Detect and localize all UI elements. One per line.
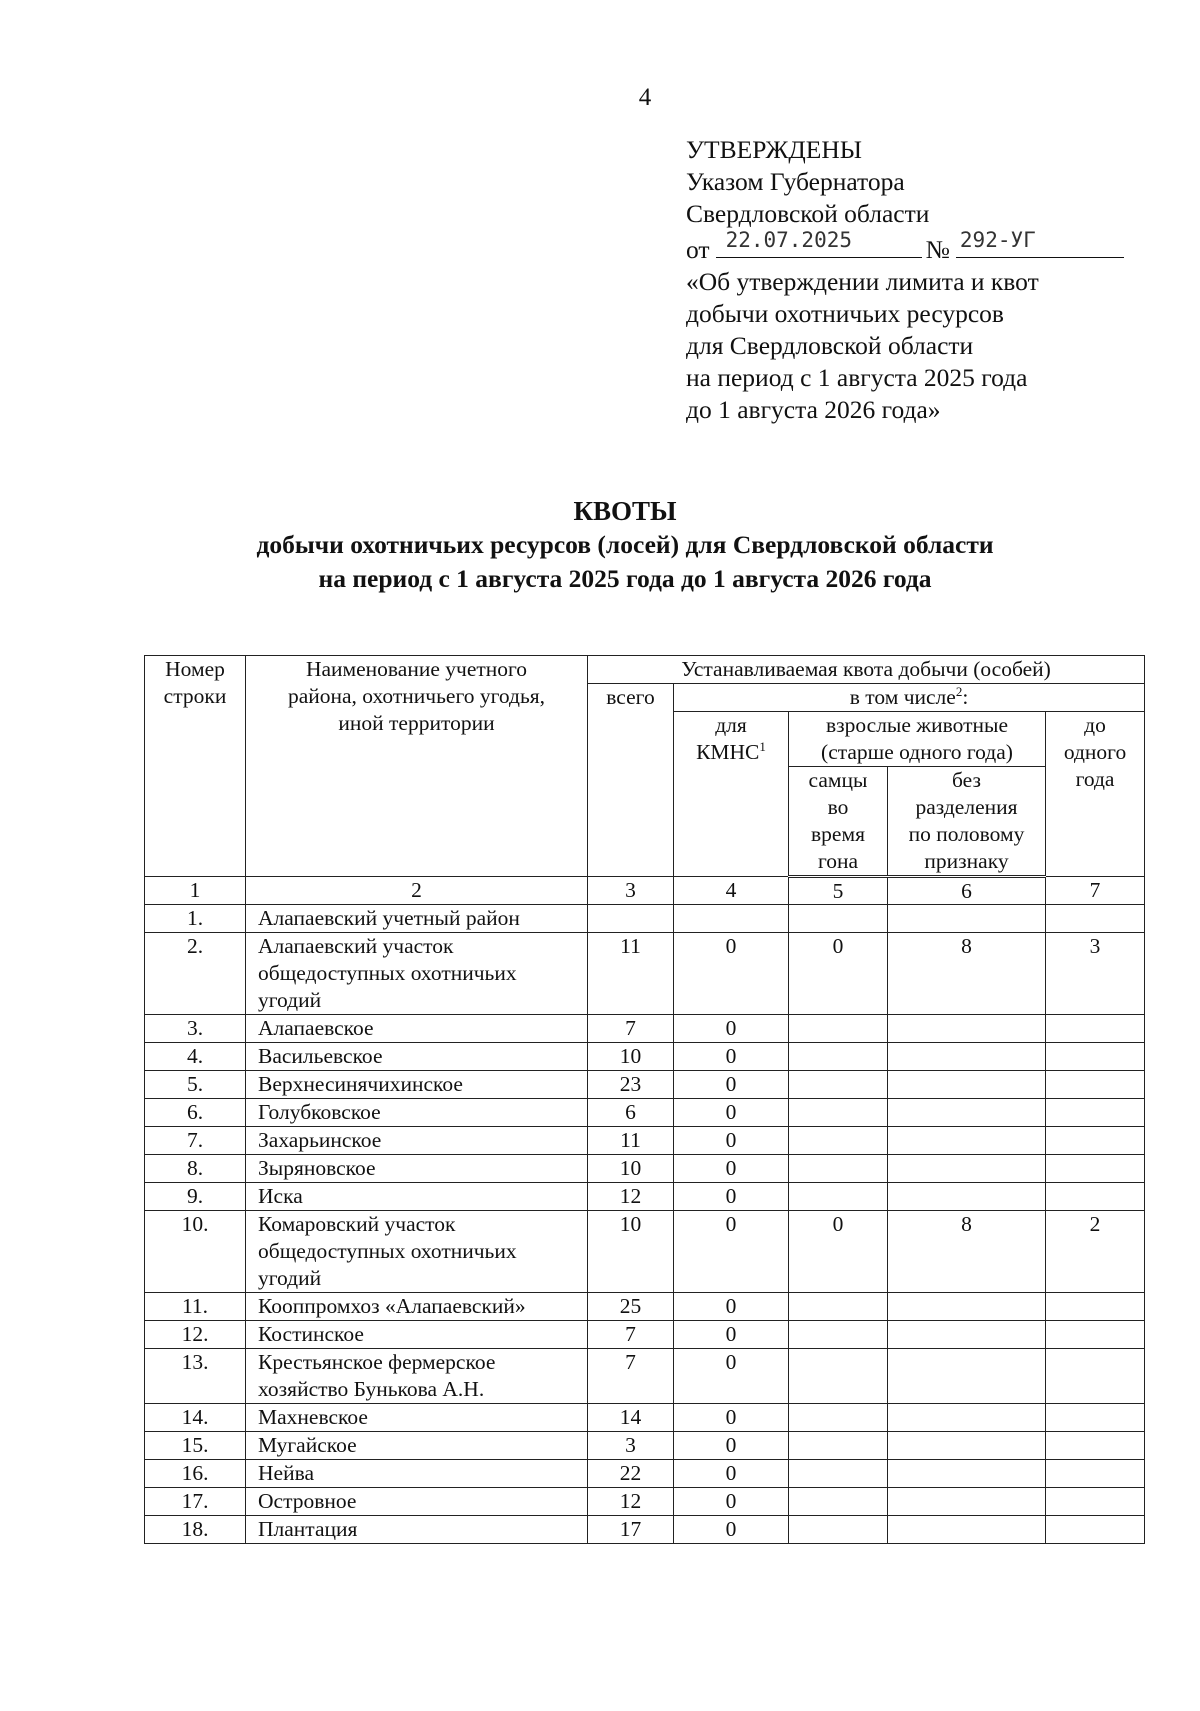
header-name: Наименование учетного района, охотничьего угодья, иной территории <box>246 656 588 877</box>
header-total: всего <box>588 684 674 877</box>
decree-title-line: добычи охотничьих ресурсов <box>686 299 1004 328</box>
approval-line: Свердловской области <box>686 199 930 228</box>
row-kmns: 0 <box>674 1127 789 1155</box>
table-row <box>145 1043 1145 1071</box>
row-under-one-year: 2 <box>1046 1211 1145 1293</box>
row-name: Мугайское <box>246 1432 588 1460</box>
quota-table <box>144 655 1145 1544</box>
row-no-sex-division <box>888 1321 1046 1349</box>
row-under-one-year <box>1046 1183 1145 1211</box>
row-total: 17 <box>588 1516 674 1544</box>
decree-number: 292-УГ <box>959 228 1036 252</box>
row-name: Алапаевское <box>246 1015 588 1043</box>
column-number: 6 <box>888 877 1046 905</box>
quota-body <box>145 905 1145 1544</box>
row-males-rut <box>789 1155 888 1183</box>
row-number: 2. <box>145 933 246 1015</box>
row-no-sex-division <box>888 1488 1046 1516</box>
row-total <box>588 905 674 933</box>
document-subtitle: добычи охотничьих ресурсов (лосей) для Свердловской области <box>256 530 994 559</box>
row-name: Нейва <box>246 1460 588 1488</box>
row-number: 4. <box>145 1043 246 1071</box>
row-no-sex-division <box>888 905 1046 933</box>
column-number: 1 <box>145 877 246 905</box>
document-heading <box>0 494 1200 596</box>
row-name: Коoппромхоз «Алапаевский» <box>246 1293 588 1321</box>
row-total: 22 <box>588 1460 674 1488</box>
row-name: Плантация <box>246 1516 588 1544</box>
row-total: 14 <box>588 1404 674 1432</box>
table-row <box>145 1211 1145 1293</box>
row-number: 18. <box>145 1516 246 1544</box>
table-row <box>145 1404 1145 1432</box>
row-total: 23 <box>588 1071 674 1099</box>
column-number: 2 <box>246 877 588 905</box>
decree-title-line: на период с 1 августа 2025 года <box>686 363 1028 392</box>
row-under-one-year <box>1046 1349 1145 1404</box>
table-row <box>145 905 1145 933</box>
row-males-rut <box>789 1071 888 1099</box>
row-total: 10 <box>588 1155 674 1183</box>
row-kmns <box>674 905 789 933</box>
approval-line: УТВЕРЖДЕНЫ <box>686 135 862 164</box>
row-males-rut <box>789 1127 888 1155</box>
row-under-one-year <box>1046 1404 1145 1432</box>
decree-title-line: до 1 августа 2026 года» <box>686 395 941 424</box>
row-kmns: 0 <box>674 1043 789 1071</box>
page-number: 4 <box>638 84 652 111</box>
row-number: 5. <box>145 1071 246 1099</box>
decree-title-line: «Об утверждении лимита и квот <box>686 267 1039 296</box>
row-number: 6. <box>145 1099 246 1127</box>
row-kmns: 0 <box>674 1099 789 1127</box>
row-no-sex-division: 8 <box>888 1211 1046 1293</box>
row-under-one-year <box>1046 1043 1145 1071</box>
row-number: 9. <box>145 1183 246 1211</box>
row-total: 7 <box>588 1015 674 1043</box>
row-kmns: 0 <box>674 1349 789 1404</box>
row-kmns: 0 <box>674 1071 789 1099</box>
row-kmns: 0 <box>674 1183 789 1211</box>
row-males-rut <box>789 1432 888 1460</box>
table-row <box>145 1015 1145 1043</box>
from-label: от <box>686 235 710 264</box>
table-row <box>145 1488 1145 1516</box>
table-row <box>145 933 1145 1015</box>
date-field <box>716 230 922 258</box>
row-under-one-year <box>1046 1127 1145 1155</box>
column-number: 7 <box>1046 877 1145 905</box>
column-number: 3 <box>588 877 674 905</box>
row-no-sex-division <box>888 1432 1046 1460</box>
header-including: в том числе$^2$: <box>674 684 1145 712</box>
row-males-rut: 0 <box>789 1211 888 1293</box>
row-name: Захарьинское <box>246 1127 588 1155</box>
row-kmns: 0 <box>674 1293 789 1321</box>
row-no-sex-division <box>888 1015 1046 1043</box>
column-number: 5 <box>789 877 888 905</box>
row-total: 10 <box>588 1211 674 1293</box>
row-number: 16. <box>145 1460 246 1488</box>
row-males-rut: 0 <box>789 933 888 1015</box>
decree-title-line: для Свердловской области <box>686 331 974 360</box>
row-no-sex-division <box>888 1099 1046 1127</box>
row-no-sex-division <box>888 1349 1046 1404</box>
row-number: 7. <box>145 1127 246 1155</box>
column-number: 4 <box>674 877 789 905</box>
row-males-rut <box>789 1488 888 1516</box>
row-kmns: 0 <box>674 1516 789 1544</box>
row-total: 7 <box>588 1349 674 1404</box>
row-no-sex-division <box>888 1071 1046 1099</box>
table-row <box>145 1432 1145 1460</box>
row-total: 11 <box>588 1127 674 1155</box>
table-row <box>145 1516 1145 1544</box>
row-males-rut <box>789 1321 888 1349</box>
row-males-rut <box>789 1043 888 1071</box>
row-total: 7 <box>588 1321 674 1349</box>
column-numbers-row <box>145 877 1145 905</box>
row-number: 14. <box>145 1404 246 1432</box>
row-name: Верхнесинячихинское <box>246 1071 588 1099</box>
row-kmns: 0 <box>674 933 789 1015</box>
row-total: 12 <box>588 1183 674 1211</box>
row-no-sex-division <box>888 1127 1046 1155</box>
row-under-one-year <box>1046 905 1145 933</box>
row-name: Зыряновское <box>246 1155 588 1183</box>
row-name: Крестьянское фермерское хозяйство Бунькова А.Н. <box>246 1349 588 1404</box>
header-males-rut: самцы во время гона <box>789 767 888 877</box>
header-quota: Устанавливаемая квота добычи (особей) <box>588 656 1145 684</box>
header-adult: взрослые животные (старше одного года) <box>789 712 1046 767</box>
row-under-one-year <box>1046 1432 1145 1460</box>
row-name: Островное <box>246 1488 588 1516</box>
table-row <box>145 1127 1145 1155</box>
row-no-sex-division <box>888 1460 1046 1488</box>
row-under-one-year <box>1046 1488 1145 1516</box>
row-name: Алапаевский учетный район <box>246 905 588 933</box>
row-kmns: 0 <box>674 1015 789 1043</box>
row-number: 10. <box>145 1211 246 1293</box>
table-row <box>145 1155 1145 1183</box>
row-name: Алапаевский участок общедоступных охотничьих угодий <box>246 933 588 1015</box>
row-number: 1. <box>145 905 246 933</box>
row-total: 6 <box>588 1099 674 1127</box>
approval-block <box>686 134 1124 426</box>
table-row <box>145 1099 1145 1127</box>
row-under-one-year <box>1046 1293 1145 1321</box>
row-males-rut <box>789 1015 888 1043</box>
row-name: Голубковское <box>246 1099 588 1127</box>
table-row <box>145 1183 1145 1211</box>
row-under-one-year <box>1046 1015 1145 1043</box>
row-under-one-year: 3 <box>1046 933 1145 1015</box>
row-kmns: 0 <box>674 1460 789 1488</box>
row-total: 3 <box>588 1432 674 1460</box>
row-kmns: 0 <box>674 1321 789 1349</box>
row-under-one-year <box>1046 1516 1145 1544</box>
row-kmns: 0 <box>674 1432 789 1460</box>
row-under-one-year <box>1046 1155 1145 1183</box>
table-row <box>145 1071 1145 1099</box>
row-kmns: 0 <box>674 1155 789 1183</box>
document-title: КВОТЫ <box>573 496 677 526</box>
row-males-rut <box>789 1460 888 1488</box>
approval-date-line <box>686 230 1124 266</box>
header-row-number: Номер строки <box>145 656 246 877</box>
row-kmns: 0 <box>674 1488 789 1516</box>
header-kmns: для КМНС$^1$ <box>674 712 789 877</box>
table-row <box>145 1293 1145 1321</box>
row-under-one-year <box>1046 1099 1145 1127</box>
row-number: 17. <box>145 1488 246 1516</box>
row-no-sex-division <box>888 1183 1046 1211</box>
header-under-one-year: до одного года <box>1046 712 1145 877</box>
row-number: 8. <box>145 1155 246 1183</box>
row-name: Костинское <box>246 1321 588 1349</box>
row-number: 11. <box>145 1293 246 1321</box>
row-males-rut <box>789 1516 888 1544</box>
row-no-sex-division <box>888 1516 1046 1544</box>
row-name: Васильевское <box>246 1043 588 1071</box>
row-males-rut <box>789 905 888 933</box>
decree-date: 22.07.2025 <box>725 228 852 252</box>
row-no-sex-division <box>888 1043 1046 1071</box>
row-name: Махневское <box>246 1404 588 1432</box>
row-total: 25 <box>588 1293 674 1321</box>
row-males-rut <box>789 1183 888 1211</box>
row-number: 3. <box>145 1015 246 1043</box>
number-field <box>956 230 1124 258</box>
row-males-rut <box>789 1099 888 1127</box>
row-under-one-year <box>1046 1321 1145 1349</box>
document-subtitle: на период с 1 августа 2025 года до 1 августа 2026 года <box>318 564 932 593</box>
row-males-rut <box>789 1349 888 1404</box>
row-total: 12 <box>588 1488 674 1516</box>
row-number: 15. <box>145 1432 246 1460</box>
row-no-sex-division: 8 <box>888 933 1046 1015</box>
row-number: 12. <box>145 1321 246 1349</box>
row-no-sex-division <box>888 1293 1046 1321</box>
header-row <box>145 656 1145 684</box>
approval-line: Указом Губернатора <box>686 167 905 196</box>
row-name: Иска <box>246 1183 588 1211</box>
row-total: 10 <box>588 1043 674 1071</box>
table-row <box>145 1349 1145 1404</box>
row-males-rut <box>789 1293 888 1321</box>
row-males-rut <box>789 1404 888 1432</box>
row-kmns: 0 <box>674 1404 789 1432</box>
row-under-one-year <box>1046 1071 1145 1099</box>
number-label: № <box>925 235 950 264</box>
row-no-sex-division <box>888 1404 1046 1432</box>
table-row <box>145 1460 1145 1488</box>
row-under-one-year <box>1046 1460 1145 1488</box>
row-total: 11 <box>588 933 674 1015</box>
header-no-sex-division: без разделения по половому признаку <box>888 767 1046 877</box>
row-name: Комаровский участок общедоступных охотничьих угодий <box>246 1211 588 1293</box>
row-no-sex-division <box>888 1155 1046 1183</box>
row-number: 13. <box>145 1349 246 1404</box>
table-row <box>145 1321 1145 1349</box>
row-kmns: 0 <box>674 1211 789 1293</box>
